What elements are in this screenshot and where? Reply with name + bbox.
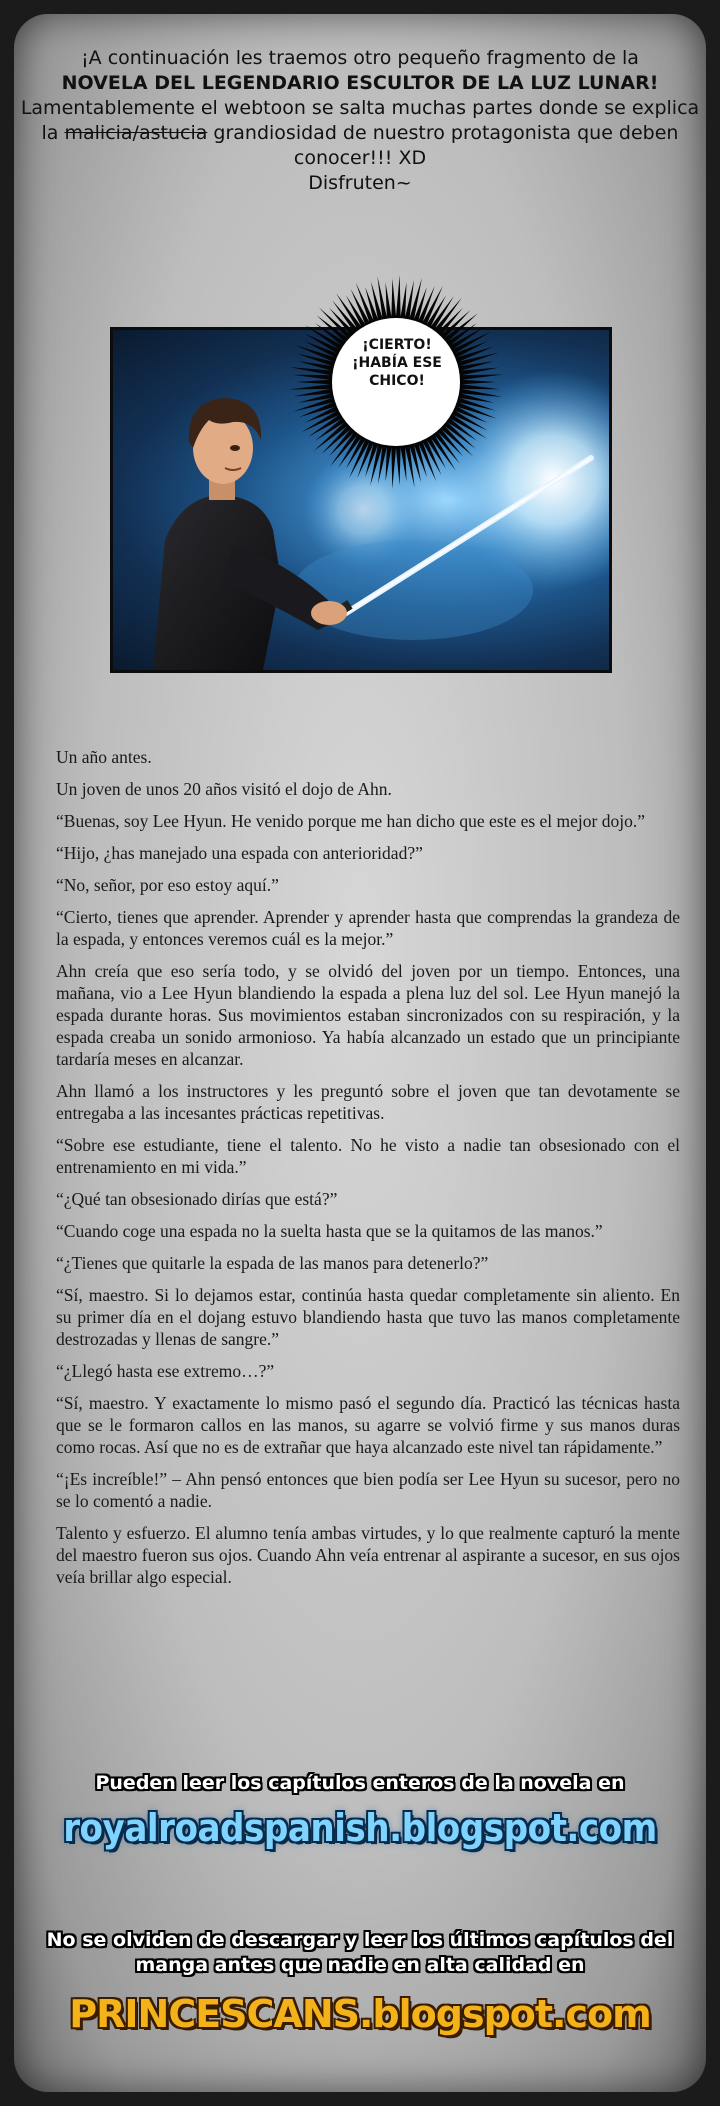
story-paragraph: “¡Es increíble!” – Ahn pensó entonces que bien podía ser Lee Hyun su sucesor, pero no se lo comentó a nadie. (56, 1469, 680, 1511)
manga-promo-text (14, 1928, 706, 1978)
page-frame (14, 14, 706, 2092)
novel-promo-text: Pueden leer los capítulos enteros de la novela en (95, 1772, 625, 1794)
story-paragraph: Un año antes. (56, 747, 152, 767)
story-paragraph: “Cuando coge una espada no la suelta hasta que se la quitamos de las manos.” (56, 1221, 603, 1241)
intro-line-4-prefix: la (41, 122, 65, 144)
novel-blog-link[interactable]: royalroadspanish.blogspot.com (63, 1806, 657, 1850)
manga-promo-line-2: manga antes que nadie en alta calidad en (135, 1954, 585, 1976)
intro-novel-title: NOVELA DEL LEGENDARIO ESCULTOR DE LA LUZ LUNAR! (61, 72, 659, 94)
novel-excerpt (56, 746, 680, 1598)
manga-promo-line-1: No se olviden de descargar y leer los últimos capítulos del (46, 1929, 674, 1951)
speech-burst-text: ¡CIERTO! ¡HABÍA ESE CHICO! (352, 337, 442, 389)
story-paragraph: “¿Tienes que quitarle la espada de las manos para detenerlo?” (56, 1253, 489, 1273)
story-paragraph: “¿Qué tan obsesionado dirías que está?” (56, 1189, 338, 1209)
story-paragraph: “Cierto, tienes que aprender. Aprender y aprender hasta que comprendas la grandeza de la espada, y entonces veremos cuál es la mejor.” (56, 907, 680, 949)
swordsman-eye (230, 445, 240, 451)
story-paragraph: “Hijo, ¿has manejado una espada con anterioridad?” (56, 843, 423, 863)
intro-note (14, 46, 706, 196)
intro-line-1: ¡A continuación les traemos otro pequeño fragmento de la (81, 47, 639, 69)
story-paragraph: “Buenas, soy Lee Hyun. He venido porque me han dicho que este es el mejor dojo.” (56, 811, 645, 831)
swordsman-hand (311, 601, 347, 625)
story-paragraph: “¿Llegó hasta ese extremo…?” (56, 1361, 275, 1381)
story-paragraph: “Sí, maestro. Y exactamente lo mismo pasó el segundo día. Practicó las técnicas hasta que se le formaron callos en las manos, su agarre se volvió firme y sus manos duras como rocas. Así que no es de extrañar que haya alcanzado este nivel tan rápidamente.” (56, 1393, 680, 1457)
intro-struck-word: malicia/astucia (64, 122, 208, 144)
story-paragraph: Un joven de unos 20 años visitó el dojo de Ahn. (56, 779, 392, 799)
intro-signoff: Disfruten~ (308, 172, 412, 194)
intro-line-3: Lamentablemente el webtoon se salta muchas partes donde se explica (20, 97, 700, 119)
story-paragraph: Ahn creía que eso sería todo, y se olvidó del joven por un tiempo. Entonces, una mañana, vio a Lee Hyun blandiendo la espada a plena luz del sol. Lee Hyun manejó la espada durante horas. Sus movimientos estaban sincronizados con su respiración, y la espada creaba un sonido armonioso. Ya había alcanzado un estado que un principiante tardaría meses en alcanzar. (56, 961, 680, 1069)
story-paragraph: “Sí, maestro. Si lo dejamos estar, continúa hasta quedar completamente sin aliento. En su primer día en el dojang estuvo blandiendo hasta que tuvo las manos completamente destrozadas y llenas de sangre.” (56, 1285, 680, 1349)
story-paragraph: “Sobre ese estudiante, tiene el talento. No he visto a nadie tan obsesionado con el entrenamiento en mi vida.” (56, 1135, 680, 1177)
story-paragraph: Ahn llamó a los instructores y les preguntó sobre el joven que tan devotamente se entregaba a las incesantes prácticas repetitivas. (56, 1081, 680, 1123)
story-paragraph: “No, señor, por eso estoy aquí.” (56, 875, 279, 895)
intro-line-4 (14, 121, 706, 146)
intro-line-5: conocer!!! XD (293, 147, 427, 169)
intro-line-4-suffix: grandiosidad de nuestro protagonista que deben (207, 122, 679, 144)
story-paragraph: Talento y esfuerzo. El alumno tenía ambas virtudes, y lo que realmente capturó la mente del maestro fueron sus ojos. Cuando Ahn veía entrenar al aspirante a sucesor, en sus ojos veía brillar algo especial. (56, 1523, 680, 1587)
scanlation-blog-link[interactable]: PRINCESCANS.blogspot.com (69, 1992, 651, 2036)
